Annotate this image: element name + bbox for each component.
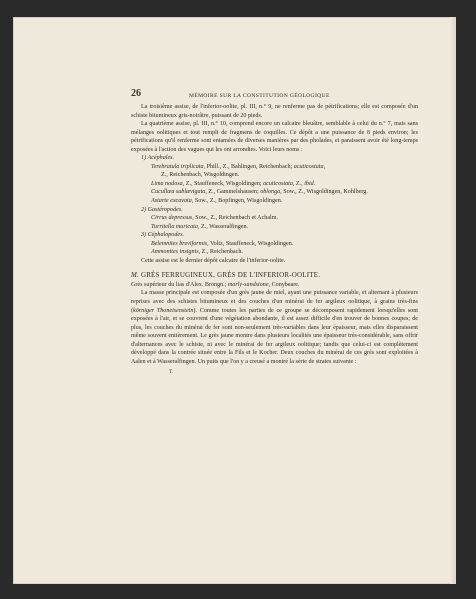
fossil-entry: Lima nodosa, Z., Stauffeneck, Wisgoldingen; acuticostata, Z., ibid. (151, 180, 316, 187)
fossil-entry: Cirrus depressus, Sow., Z., Reichenbach et Achalm. (151, 215, 278, 222)
fossil-group-cephalopodes (131, 231, 418, 240)
paragraph-fourth-layer: La quatrième assise, pl. III, n.° 10, comprend encore un calcaire bleuâtre, semblable à celui du n.° 7, mais sans mélanges oolitiques et tout rempli de fragmens de coquilles. Ce dépôt a une puissance de 8 pieds environ; les pétrifications qu'il renferme sont entamées de diverses manières par des pholades, et paraissent avoir été long-temps exposées à l'action des vagues qui les ont arrondies. Voici leurs noms : (131, 121, 418, 153)
fossil-entry: Ammonites insignis, Z., Reichenbach. (151, 249, 243, 256)
running-title: MÉMOIRE SUR LA CONSTITUTION GÉOLOGIQUE (189, 93, 330, 99)
section-heading: M. GRÈS FERRUGINEUX, GRÈS DE L'INFERIOR-OOLITE. (131, 271, 321, 280)
fossil-entry: Belemnites breviformis, Voltz, Stauffeneck, Wisgoldingen. (151, 240, 294, 247)
section-body: La masse principale est composée d'un grès jaune de miel, ayant une puissance variable, et alternant à plusieurs reprises avec des schistes bitumineux et des couches d'un minérai de fer argileux oolitique, à grains très-fins (körniger Thoneisenstein). Comme toutes les parties de ce groupe se décomposent rapidement lorsqu'elles sont exposées à l'air, et se couvrent d'une végétation abondante, il est assez difficile d'en trouver de bonnes coupes; de plus, les couches du minérai de fer sont non-seulement très-variables dans leur épaisseur, mais elles disparaissent même souvent entièrement. Le grès jaune montre dans plusieurs localités une épaisseur très-considérable, sans offrir d'alternances avec le schiste, ni avec le minérai de fer argileux oolitique; tandis que celui-ci est complètement développé dans la contrée située entre la Fils et le Kocher. Deux couches du minérai de ces grès sont exploitées à Aalen et à Wasseralfingen. Un puits que l'on y a creusé a montré la série de strates suivante : (131, 290, 419, 365)
section-synonyms: Grès supérieur du lias d'Alex. Brongn.; marly-sandstone, Conybeare. (131, 281, 300, 288)
signature-mark: T. (169, 369, 174, 376)
fossil-group-acephales (131, 154, 418, 163)
paragraph-third-layer: La troisième assise, de l'inferior-oolite, pl. III, n.° 9, ne renferme pas de pétrifications; elle est composée d'un schiste bitumineux gris-noirâtre, puissant de 20 pieds. (131, 104, 418, 119)
book-page (13, 17, 456, 584)
page-header (131, 88, 418, 102)
text-block (131, 88, 419, 377)
fossil-entry: Astarte excavata, Sow., Z., Bopfingen, Wisgoldingen. (151, 198, 283, 205)
fossil-group-label: 3) Céphalopodes. (141, 232, 184, 239)
fossil-entry: Terebratula triplicata, Phill., Z., Bahlingen, Reichenbach; acuticostata, (151, 163, 326, 170)
fossil-group-label: 2) Gastéropodes. (141, 206, 183, 213)
closing-sentence: Cette assise est le dernier dépôt calcaire de l'inferior-oolite. (141, 257, 286, 264)
fossil-group-gasteropodes (131, 206, 418, 215)
fossil-entry: Cucullæa sublævigata, Z., Gammelshausen; oblonga, Sow., Z., Wisgoldingen, Kohlberg. (151, 189, 368, 196)
page-gutter-shadow (450, 17, 456, 584)
fossil-group-label: 1) Acéphales. (141, 155, 175, 162)
fossil-entry: Turritella muricata, Z., Wasseralfingen. (151, 223, 249, 230)
page-number: 26 (131, 88, 141, 99)
fossil-entry-continuation: Z., Reichenbach, Wisgoldingen. (161, 172, 240, 179)
